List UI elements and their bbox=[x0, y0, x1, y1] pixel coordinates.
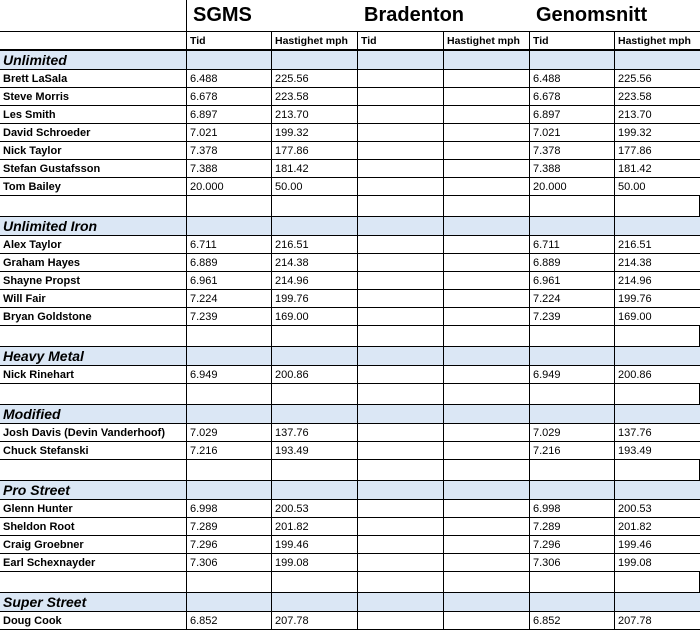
sgms-mph-cell[interactable]: 199.46 bbox=[272, 536, 358, 553]
spacer-cell[interactable] bbox=[187, 196, 272, 216]
avg-tid-cell[interactable]: 7.378 bbox=[530, 142, 615, 159]
br-mph-cell[interactable] bbox=[444, 554, 530, 571]
table-row bbox=[0, 70, 700, 88]
table-row bbox=[0, 424, 700, 442]
category-blank-cell[interactable] bbox=[187, 51, 272, 69]
driver-name-cell[interactable]: Nick Rinehart bbox=[0, 366, 187, 383]
sgms-tid-cell[interactable]: 6.998 bbox=[187, 500, 272, 517]
table-row bbox=[0, 254, 700, 272]
spacer-cell[interactable] bbox=[272, 384, 358, 404]
driver-name-cell[interactable]: Earl Schexnayder bbox=[0, 554, 187, 571]
sgms-mph-cell[interactable]: 181.42 bbox=[272, 160, 358, 177]
sgms-tid-cell[interactable]: 6.889 bbox=[187, 254, 272, 271]
sgms-mph-cell[interactable]: 216.51 bbox=[272, 236, 358, 253]
br-mph-cell[interactable] bbox=[444, 500, 530, 517]
category-blank-cell[interactable] bbox=[187, 481, 272, 499]
spacer-cell[interactable] bbox=[358, 196, 444, 216]
avg-tid-cell[interactable]: 7.239 bbox=[530, 308, 615, 325]
avg-mph-cell[interactable]: 199.46 bbox=[618, 538, 652, 551]
sgms-mph-cell[interactable]: 207.78 bbox=[272, 612, 358, 629]
spacer-cell[interactable] bbox=[530, 196, 615, 216]
spacer-row bbox=[0, 384, 700, 404]
spacer-row bbox=[0, 326, 700, 346]
spacer-cell[interactable] bbox=[615, 572, 700, 592]
driver-name-cell[interactable]: Brett LaSala bbox=[0, 70, 187, 87]
br-mph-cell[interactable] bbox=[444, 236, 530, 253]
spacer-cell[interactable] bbox=[187, 326, 272, 346]
category-blank-cell[interactable] bbox=[444, 347, 530, 365]
br-tid-cell[interactable] bbox=[358, 178, 444, 195]
br-mph-cell[interactable] bbox=[444, 142, 530, 159]
spacer-cell[interactable] bbox=[444, 196, 530, 216]
driver-name-cell[interactable]: Shayne Propst bbox=[0, 272, 187, 289]
br-tid-cell[interactable] bbox=[358, 518, 444, 535]
header-blank-cell[interactable] bbox=[0, 32, 187, 49]
category-blank-cell[interactable] bbox=[530, 405, 615, 423]
avg-tid-cell[interactable]: 6.949 bbox=[530, 366, 615, 383]
category-blank-cell[interactable] bbox=[615, 51, 700, 69]
driver-name-cell[interactable]: Alex Taylor bbox=[0, 236, 187, 253]
sgms-tid-cell[interactable]: 6.488 bbox=[187, 70, 272, 87]
avg-mph-cell[interactable]: 137.76 bbox=[618, 426, 652, 439]
br-mph-cell[interactable] bbox=[444, 272, 530, 289]
driver-name-cell[interactable]: Steve Morris bbox=[0, 88, 187, 105]
table-row bbox=[0, 142, 700, 160]
sgms-tid-cell[interactable]: 6.711 bbox=[187, 236, 272, 253]
spacer-cell[interactable] bbox=[358, 572, 444, 592]
driver-name-cell[interactable]: Josh Davis (Devin Vanderhoof) bbox=[0, 424, 187, 441]
spacer-row bbox=[0, 572, 700, 592]
table-row bbox=[0, 106, 700, 124]
br-mph-cell[interactable] bbox=[444, 424, 530, 441]
column-header[interactable]: Tid bbox=[187, 32, 272, 49]
avg-mph-cell[interactable]: 199.08 bbox=[618, 556, 652, 569]
spacer-cell[interactable] bbox=[358, 460, 444, 480]
category-name[interactable]: Unlimited Iron bbox=[0, 217, 187, 235]
avg-mph-cell[interactable]: 200.86 bbox=[618, 368, 652, 381]
avg-tid-cell[interactable]: 7.021 bbox=[530, 124, 615, 141]
sgms-mph-cell[interactable]: 213.70 bbox=[272, 106, 358, 123]
avg-mph-cell[interactable]: 214.96 bbox=[618, 274, 652, 287]
sgms-mph-cell[interactable]: 193.49 bbox=[272, 442, 358, 459]
avg-mph-cell[interactable]: 199.76 bbox=[618, 292, 652, 305]
br-mph-cell[interactable] bbox=[444, 308, 530, 325]
category-row bbox=[0, 592, 700, 612]
category-blank-cell[interactable] bbox=[358, 51, 444, 69]
br-tid-cell[interactable] bbox=[358, 142, 444, 159]
category-blank-cell[interactable] bbox=[615, 593, 700, 611]
table-row bbox=[0, 554, 700, 572]
category-row bbox=[0, 216, 700, 236]
sgms-tid-cell[interactable]: 7.239 bbox=[187, 308, 272, 325]
spacer-cell[interactable] bbox=[615, 460, 700, 480]
category-blank-cell[interactable] bbox=[358, 217, 444, 235]
spacer-cell[interactable] bbox=[187, 572, 272, 592]
br-tid-cell[interactable] bbox=[358, 236, 444, 253]
br-tid-cell[interactable] bbox=[358, 442, 444, 459]
sgms-tid-cell[interactable]: 7.224 bbox=[187, 290, 272, 307]
category-blank-cell[interactable] bbox=[272, 405, 358, 423]
sgms-tid-cell[interactable]: 7.216 bbox=[187, 442, 272, 459]
category-blank-cell[interactable] bbox=[615, 405, 700, 423]
spacer-cell[interactable] bbox=[272, 460, 358, 480]
title-blank-cell bbox=[0, 0, 187, 31]
table-row bbox=[0, 536, 700, 554]
br-mph-cell[interactable] bbox=[444, 442, 530, 459]
category-blank-cell[interactable] bbox=[187, 593, 272, 611]
br-mph-cell[interactable] bbox=[444, 160, 530, 177]
sgms-tid-cell[interactable]: 7.296 bbox=[187, 536, 272, 553]
sgms-tid-cell[interactable]: 6.852 bbox=[187, 612, 272, 629]
sgms-mph-cell[interactable]: 50.00 bbox=[272, 178, 358, 195]
br-mph-cell[interactable] bbox=[444, 254, 530, 271]
venue-title-row bbox=[0, 0, 700, 32]
category-blank-cell[interactable] bbox=[530, 481, 615, 499]
avg-mph-cell[interactable]: 181.42 bbox=[618, 162, 652, 175]
spacer-cell[interactable] bbox=[0, 196, 187, 216]
table-row bbox=[0, 160, 700, 178]
br-mph-cell[interactable] bbox=[444, 124, 530, 141]
avg-tid-cell[interactable]: 7.029 bbox=[530, 424, 615, 441]
sgms-mph-cell[interactable]: 214.38 bbox=[272, 254, 358, 271]
sgms-mph-cell[interactable]: 214.96 bbox=[272, 272, 358, 289]
sgms-mph-cell[interactable]: 137.76 bbox=[272, 424, 358, 441]
sgms-tid-cell[interactable]: 7.029 bbox=[187, 424, 272, 441]
venue-title-average: Genomsnitt bbox=[536, 4, 648, 26]
avg-mph-cell[interactable]: 207.78 bbox=[618, 614, 652, 627]
table-row bbox=[0, 272, 700, 290]
br-tid-cell[interactable] bbox=[358, 124, 444, 141]
avg-mph-cell[interactable]: 199.32 bbox=[618, 126, 652, 139]
avg-tid-cell[interactable]: 7.216 bbox=[530, 442, 615, 459]
spacer-cell[interactable] bbox=[187, 460, 272, 480]
sgms-mph-cell[interactable]: 199.08 bbox=[272, 554, 358, 571]
avg-tid-cell[interactable]: 6.488 bbox=[530, 70, 615, 87]
table-row bbox=[0, 124, 700, 142]
avg-mph-cell[interactable]: 213.70 bbox=[618, 108, 652, 121]
sgms-mph-cell[interactable]: 200.53 bbox=[272, 500, 358, 517]
column-header[interactable]: Hastighet mph bbox=[272, 32, 358, 49]
column-header[interactable]: Hastighet mph bbox=[618, 34, 691, 47]
column-header[interactable]: Tid bbox=[358, 32, 444, 49]
avg-mph-cell[interactable]: 225.56 bbox=[618, 72, 652, 85]
spacer-row bbox=[0, 196, 700, 216]
spacer-cell[interactable] bbox=[530, 384, 615, 404]
spacer-cell[interactable] bbox=[358, 384, 444, 404]
br-mph-cell[interactable] bbox=[444, 518, 530, 535]
category-name[interactable]: Unlimited bbox=[0, 51, 187, 69]
driver-name-cell[interactable]: Tom Bailey bbox=[0, 178, 187, 195]
avg-tid-cell[interactable]: 6.678 bbox=[530, 88, 615, 105]
spacer-cell[interactable] bbox=[530, 460, 615, 480]
category-blank-cell[interactable] bbox=[358, 593, 444, 611]
sgms-tid-cell[interactable]: 7.378 bbox=[187, 142, 272, 159]
avg-mph-cell[interactable]: 223.58 bbox=[618, 90, 652, 103]
br-tid-cell[interactable] bbox=[358, 88, 444, 105]
sgms-tid-cell[interactable]: 7.388 bbox=[187, 160, 272, 177]
spacer-cell[interactable] bbox=[0, 460, 187, 480]
category-blank-cell[interactable] bbox=[615, 481, 700, 499]
avg-mph-cell[interactable]: 177.86 bbox=[618, 144, 652, 157]
br-tid-cell[interactable] bbox=[358, 500, 444, 517]
sgms-tid-cell[interactable]: 7.021 bbox=[187, 124, 272, 141]
category-blank-cell[interactable] bbox=[272, 217, 358, 235]
table-row bbox=[0, 308, 700, 326]
category-name[interactable]: Heavy Metal bbox=[0, 347, 187, 365]
avg-tid-cell[interactable]: 6.889 bbox=[530, 254, 615, 271]
avg-mph-cell[interactable]: 193.49 bbox=[618, 444, 652, 457]
sgms-mph-cell[interactable]: 199.76 bbox=[272, 290, 358, 307]
sgms-tid-cell[interactable]: 7.289 bbox=[187, 518, 272, 535]
table-row bbox=[0, 612, 700, 630]
spacer-cell[interactable] bbox=[444, 460, 530, 480]
driver-name-cell[interactable]: Bryan Goldstone bbox=[0, 308, 187, 325]
br-mph-cell[interactable] bbox=[444, 290, 530, 307]
category-blank-cell[interactable] bbox=[530, 51, 615, 69]
category-row bbox=[0, 480, 700, 500]
table-row bbox=[0, 290, 700, 308]
br-mph-cell[interactable] bbox=[444, 178, 530, 195]
category-blank-cell[interactable] bbox=[530, 217, 615, 235]
sgms-mph-cell[interactable]: 201.82 bbox=[272, 518, 358, 535]
br-tid-cell[interactable] bbox=[358, 536, 444, 553]
category-blank-cell[interactable] bbox=[358, 405, 444, 423]
br-mph-cell[interactable] bbox=[444, 70, 530, 87]
avg-tid-cell[interactable]: 6.961 bbox=[530, 272, 615, 289]
category-row bbox=[0, 404, 700, 424]
category-blank-cell[interactable] bbox=[444, 217, 530, 235]
sgms-tid-cell[interactable]: 6.678 bbox=[187, 88, 272, 105]
sgms-mph-cell[interactable]: 223.58 bbox=[272, 88, 358, 105]
category-row bbox=[0, 346, 700, 366]
br-tid-cell[interactable] bbox=[358, 308, 444, 325]
driver-name-cell[interactable]: Les Smith bbox=[0, 106, 187, 123]
category-blank-cell[interactable] bbox=[444, 593, 530, 611]
driver-name-cell[interactable]: Sheldon Root bbox=[0, 518, 187, 535]
sgms-tid-cell[interactable]: 20.000 bbox=[187, 178, 272, 195]
sgms-mph-cell[interactable]: 200.86 bbox=[272, 366, 358, 383]
table-row bbox=[0, 518, 700, 536]
category-blank-cell[interactable] bbox=[444, 51, 530, 69]
category-blank-cell[interactable] bbox=[444, 405, 530, 423]
table-row bbox=[0, 236, 700, 254]
avg-tid-cell[interactable]: 20.000 bbox=[530, 178, 615, 195]
avg-tid-cell[interactable]: 6.897 bbox=[530, 106, 615, 123]
avg-tid-cell[interactable]: 7.224 bbox=[530, 290, 615, 307]
category-blank-cell[interactable] bbox=[187, 405, 272, 423]
category-blank-cell[interactable] bbox=[358, 347, 444, 365]
sgms-mph-cell[interactable]: 177.86 bbox=[272, 142, 358, 159]
spacer-cell[interactable] bbox=[272, 196, 358, 216]
spacer-cell[interactable] bbox=[0, 384, 187, 404]
br-tid-cell[interactable] bbox=[358, 272, 444, 289]
sgms-tid-cell[interactable]: 6.949 bbox=[187, 366, 272, 383]
br-tid-cell[interactable] bbox=[358, 554, 444, 571]
spacer-cell[interactable] bbox=[272, 572, 358, 592]
driver-name-cell[interactable]: Nick Taylor bbox=[0, 142, 187, 159]
spacer-cell[interactable] bbox=[0, 326, 187, 346]
spacer-cell[interactable] bbox=[530, 326, 615, 346]
category-blank-cell[interactable] bbox=[530, 593, 615, 611]
avg-tid-cell[interactable]: 7.296 bbox=[530, 536, 615, 553]
spacer-cell[interactable] bbox=[444, 326, 530, 346]
avg-mph-cell[interactable]: 214.38 bbox=[618, 256, 652, 269]
sgms-mph-cell[interactable]: 225.56 bbox=[272, 70, 358, 87]
category-blank-cell[interactable] bbox=[272, 593, 358, 611]
column-header-row bbox=[0, 32, 700, 50]
br-tid-cell[interactable] bbox=[358, 366, 444, 383]
br-tid-cell[interactable] bbox=[358, 70, 444, 87]
sgms-mph-cell[interactable]: 169.00 bbox=[272, 308, 358, 325]
spacer-cell[interactable] bbox=[358, 326, 444, 346]
category-blank-cell[interactable] bbox=[615, 217, 700, 235]
spacer-cell[interactable] bbox=[615, 384, 700, 404]
category-blank-cell[interactable] bbox=[187, 347, 272, 365]
driver-name-cell[interactable]: David Schroeder bbox=[0, 124, 187, 141]
spacer-cell[interactable] bbox=[615, 326, 700, 346]
category-blank-cell[interactable] bbox=[272, 51, 358, 69]
br-mph-cell[interactable] bbox=[444, 88, 530, 105]
br-tid-cell[interactable] bbox=[358, 290, 444, 307]
br-mph-cell[interactable] bbox=[444, 612, 530, 629]
column-header[interactable]: Hastighet mph bbox=[444, 32, 530, 49]
spacer-cell[interactable] bbox=[444, 384, 530, 404]
category-name[interactable]: Pro Street bbox=[0, 481, 187, 499]
column-header[interactable]: Tid bbox=[530, 32, 615, 49]
table-row bbox=[0, 178, 700, 196]
avg-tid-cell[interactable]: 7.306 bbox=[530, 554, 615, 571]
avg-tid-cell[interactable]: 7.388 bbox=[530, 160, 615, 177]
venue-title-bradenton: Bradenton bbox=[364, 4, 464, 26]
venue-title-sgms: SGMS bbox=[193, 4, 252, 26]
br-mph-cell[interactable] bbox=[444, 106, 530, 123]
br-tid-cell[interactable] bbox=[358, 106, 444, 123]
category-blank-cell[interactable] bbox=[272, 347, 358, 365]
driver-name-cell[interactable]: Will Fair bbox=[0, 290, 187, 307]
category-blank-cell[interactable] bbox=[530, 347, 615, 365]
avg-mph-cell[interactable]: 200.53 bbox=[618, 502, 652, 515]
driver-name-cell[interactable]: Glenn Hunter bbox=[0, 500, 187, 517]
avg-mph-cell[interactable]: 201.82 bbox=[618, 520, 652, 533]
category-name[interactable]: Modified bbox=[0, 405, 187, 423]
avg-mph-cell[interactable]: 50.00 bbox=[618, 180, 646, 193]
table-row bbox=[0, 500, 700, 518]
spacer-cell[interactable] bbox=[530, 572, 615, 592]
category-blank-cell[interactable] bbox=[444, 481, 530, 499]
sgms-tid-cell[interactable]: 7.306 bbox=[187, 554, 272, 571]
spacer-cell[interactable] bbox=[187, 384, 272, 404]
sgms-tid-cell[interactable]: 6.897 bbox=[187, 106, 272, 123]
avg-tid-cell[interactable]: 7.289 bbox=[530, 518, 615, 535]
avg-mph-cell[interactable]: 169.00 bbox=[618, 310, 652, 323]
driver-name-cell[interactable]: Doug Cook bbox=[0, 612, 187, 629]
driver-name-cell[interactable]: Graham Hayes bbox=[0, 254, 187, 271]
br-tid-cell[interactable] bbox=[358, 254, 444, 271]
spacer-row bbox=[0, 460, 700, 480]
avg-mph-cell[interactable]: 216.51 bbox=[618, 238, 652, 251]
avg-tid-cell[interactable]: 6.711 bbox=[530, 236, 615, 253]
br-tid-cell[interactable] bbox=[358, 612, 444, 629]
driver-name-cell[interactable]: Chuck Stefanski bbox=[0, 442, 187, 459]
table-row bbox=[0, 442, 700, 460]
br-mph-cell[interactable] bbox=[444, 536, 530, 553]
driver-name-cell[interactable]: Craig Groebner bbox=[0, 536, 187, 553]
spacer-cell[interactable] bbox=[444, 572, 530, 592]
table-row bbox=[0, 366, 700, 384]
sgms-tid-cell[interactable]: 6.961 bbox=[187, 272, 272, 289]
br-mph-cell[interactable] bbox=[444, 366, 530, 383]
spacer-cell[interactable] bbox=[272, 326, 358, 346]
category-name[interactable]: Super Street bbox=[0, 593, 187, 611]
sgms-mph-cell[interactable]: 199.32 bbox=[272, 124, 358, 141]
category-row bbox=[0, 50, 700, 70]
br-tid-cell[interactable] bbox=[358, 160, 444, 177]
table-row bbox=[0, 88, 700, 106]
driver-name-cell[interactable]: Stefan Gustafsson bbox=[0, 160, 187, 177]
br-tid-cell[interactable] bbox=[358, 424, 444, 441]
spacer-cell[interactable] bbox=[615, 196, 700, 216]
category-blank-cell[interactable] bbox=[187, 217, 272, 235]
category-blank-cell[interactable] bbox=[358, 481, 444, 499]
avg-tid-cell[interactable]: 6.998 bbox=[530, 500, 615, 517]
avg-tid-cell[interactable]: 6.852 bbox=[530, 612, 615, 629]
category-blank-cell[interactable] bbox=[272, 481, 358, 499]
category-blank-cell[interactable] bbox=[615, 347, 700, 365]
spacer-cell[interactable] bbox=[0, 572, 187, 592]
